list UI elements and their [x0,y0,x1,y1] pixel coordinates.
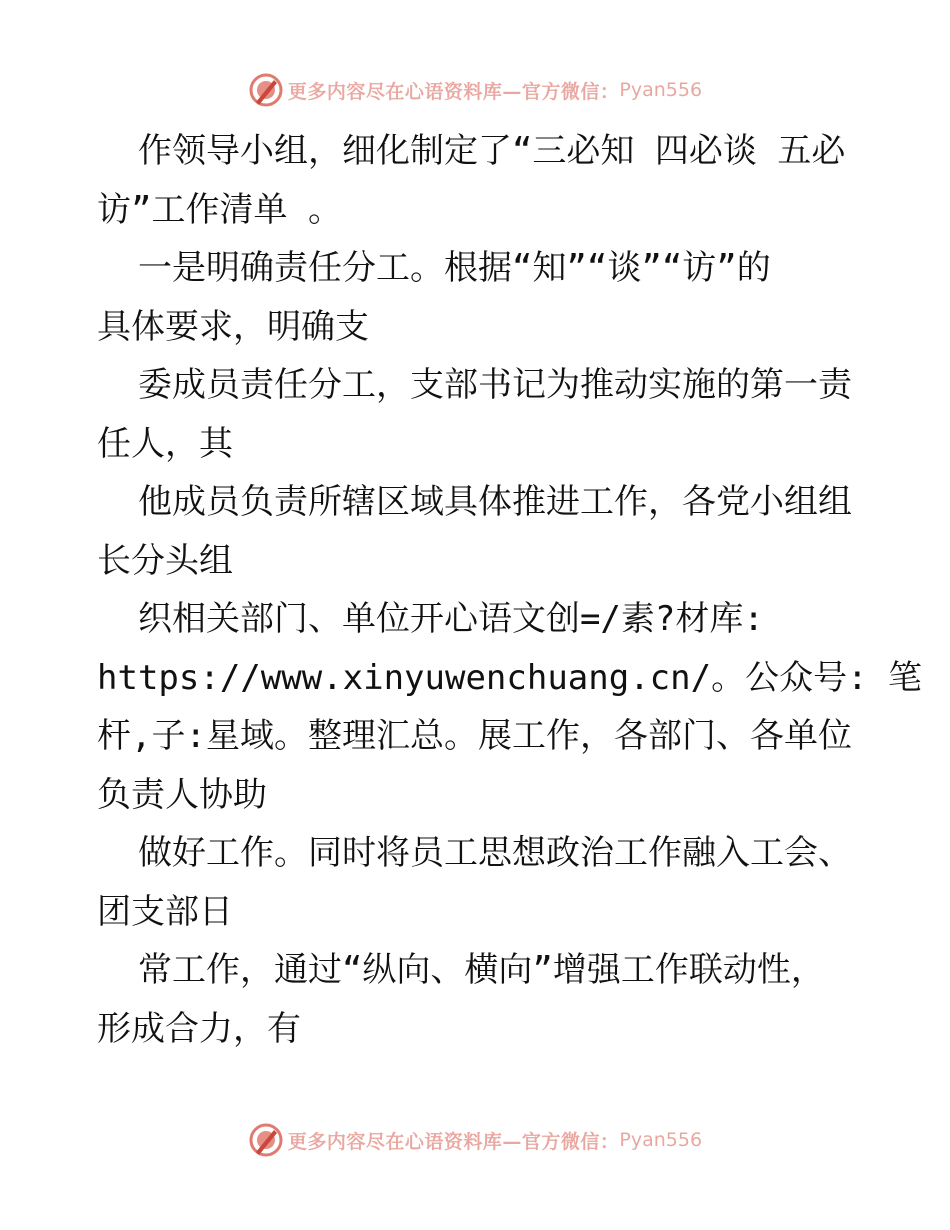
watermark-wechat-id: Pyan556 [619,1129,703,1151]
pen-logo-icon [248,72,284,108]
header-watermark [0,70,950,110]
body-line: 他成员负责所辖区域具体推进工作，各党小组组 [97,482,852,522]
body-line: 常工作，通过“纵向、横向”增强工作联动性， [97,950,825,990]
footer-watermark [0,1120,950,1160]
body-line: 具体要求，明确支 [97,306,369,347]
body-line: 织相关部门、单位开心语文创=/素?材库: [97,599,764,639]
body-line: https://www.xinyuwenchuang.cn/。公众号: 笔 [97,657,923,698]
body-line: 负责人协助 [97,774,267,815]
body-line: 访”工作清单 。 [97,189,342,230]
watermark-text: 更多内容尽在心语资料库—官方微信： [287,1130,620,1153]
body-line: 形成合力，有 [97,1008,301,1049]
watermark-text: 更多内容尽在心语资料库—官方微信： [287,80,620,103]
body-line: 委成员责任分工，支部书记为推动实施的第一责 [97,365,852,405]
watermark-wechat-id: Pyan556 [619,79,703,101]
body-line: 长分头组 [97,540,233,581]
body-line: 一是明确责任分工。根据“知”“谈”“访”的 [97,248,771,288]
document-body [97,122,923,1058]
body-line: 作领导小组，细化制定了“三必知 四必谈 五必 [97,131,846,171]
body-line: 任人，其 [97,423,233,464]
body-line: 做好工作。同时将员工思想政治工作融入工会、 [97,833,852,873]
body-line: 团支部日 [97,891,233,932]
body-line: 杆,子:星域。整理汇总。展工作，各部门、各单位 [97,716,852,756]
pen-logo-icon [248,1122,284,1158]
